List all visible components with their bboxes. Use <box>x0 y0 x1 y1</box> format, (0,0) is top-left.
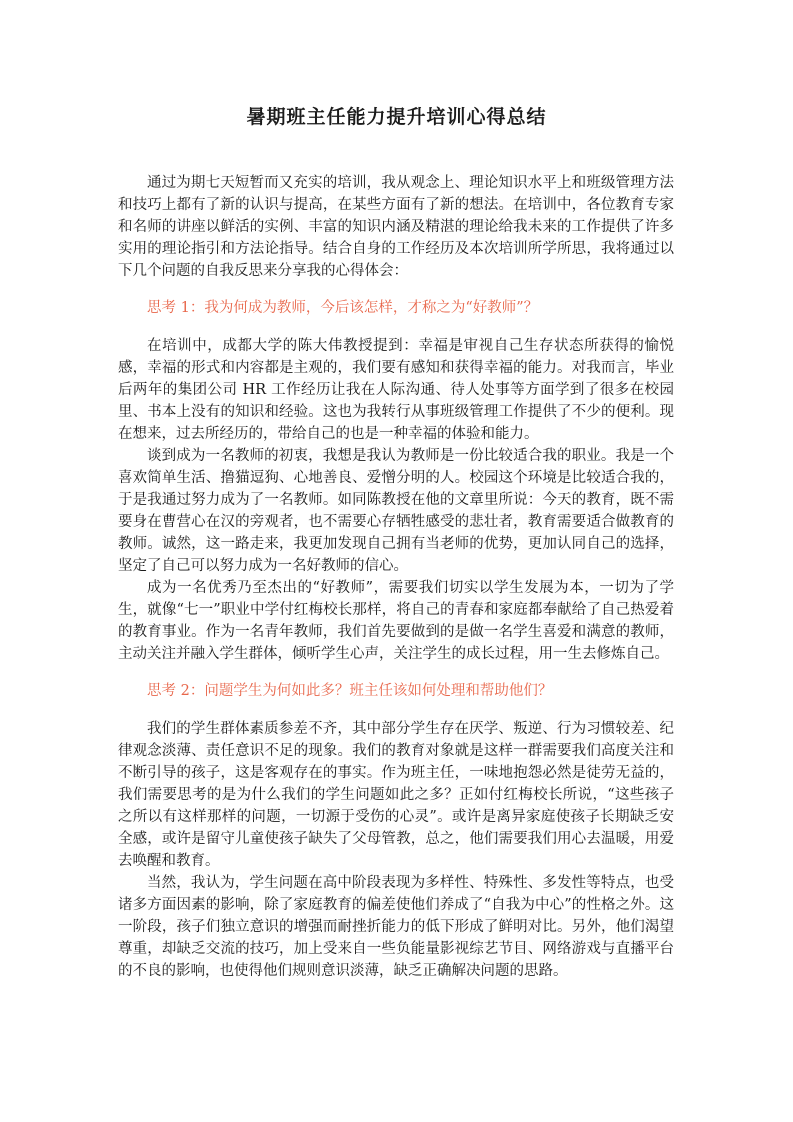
document-body <box>118 172 674 982</box>
section-2-heading: 思考 2：问题学生为何如此多？班主任该如何处理和帮助他们？ <box>147 683 553 699</box>
section-1-paragraph-3: 成为一名优秀乃至杰出的“好教师”，需要我们切实以学生发展为本，一切为了学生，就像“七一”职业中学付红梅校长那样，将自己的青春和家庭都奉献给了自己热爱着的教育事业。作为一名青年教师，我们首先要做到的是做一名学生喜爱和满意的教师，主动关注并融入学生群体，倾听学生心声，关注学生的成长过程，用一生去修炼自己。 <box>118 580 674 662</box>
intro-paragraph: 通过为期七天短暂而又充实的培训，我从观念上、理论知识水平上和班级管理方法和技巧上都有了新的认识与提高，在某些方面有了新的想法。在培训中，各位教育专家和名师的讲座以鲜活的实例、丰富的知识内涵及精湛的理论给我未来的工作提供了许多实用的理论指引和方法论指导。结合自身的工作经历及本次培训所学所思，我将通过以下几个问题的自我反思来分享我的心得体会： <box>118 175 674 279</box>
section-2-paragraph-1: 我们的学生群体素质参差不齐，其中部分学生存在厌学、叛逆、行为习惯较差、纪律观念淡薄、责任意识不足的现象。我们的教育对象就是这样一群需要我们高度关注和不断引导的孩子，这是客观存在的事实。作为班主任，一味地抱怨必然是徒劳无益的，我们需要思考的是为什么我们的学生问题如此之多？正如付红梅校长所说，“这些孩子之所以有这样那样的问题，一切源于受伤的心灵”。或许是离异家庭使孩子长期缺乏安全感，或许是留守儿童使孩子缺失了父母管教，总之，他们需要我们用心去温暖，用爱去唤醒和教育。 <box>118 721 674 869</box>
section-2-paragraph-2: 当然，我认为，学生问题在高中阶段表现为多样性、特殊性、多发性等特点，也受诸多方面因素的影响，除了家庭教育的偏差使他们养成了“自我为中心”的性格之外。这一阶段，孩子们独立意识的增强而耐挫折能力的低下形成了鲜明对比。另外，他们渴望尊重，却缺乏交流的技巧，加上受来自一些负能量影视综艺节目、网络游戏与直播平台的不良的影响，也使得他们规则意识淡薄，缺乏正确解决问题的思路。 <box>118 875 674 979</box>
section-1-paragraph-2: 谈到成为一名教师的初衷，我想是我认为教师是一份比较适合我的职业。我是一个喜欢简单生活、撸猫逗狗、心地善良、爱憎分明的人。校园这个环境是比较适合我的，于是我通过努力成为了一名教师。如同陈教授在他的文章里所说：今天的教育，既不需要身在曹营心在汉的旁观者，也不需要心存牺牲感受的悲壮者，教育需要适合做教育的教师。诚然，这一路走来，我更加发现自己拥有当老师的优势，更加认同自己的选择，坚定了自己可以努力成为一名好教师的信心。 <box>118 448 674 574</box>
document-title: 暑期班主任能力提升培训心得总结 <box>246 106 547 128</box>
section-1-paragraph-1: 在培训中，成都大学的陈大伟教授提到：幸福是审视自己生存状态所获得的愉悦感，幸福的形式和内容都是主观的，我们要有感知和获得幸福的能力。对我而言，毕业后两年的集团公司 HR 工作经历让我在人际沟通、待人处事等方面学到了很多在校园里、书本上没有的知识和经验。这也为我转行从事班级管理工作提供了不少的便利。现在想来，过去所经历的，带给自己的也是一种幸福的体验和能力。 <box>118 338 674 442</box>
section-1-heading: 思考 1：我为何成为教师，今后该怎样，才称之为“好教师”？ <box>147 300 539 316</box>
